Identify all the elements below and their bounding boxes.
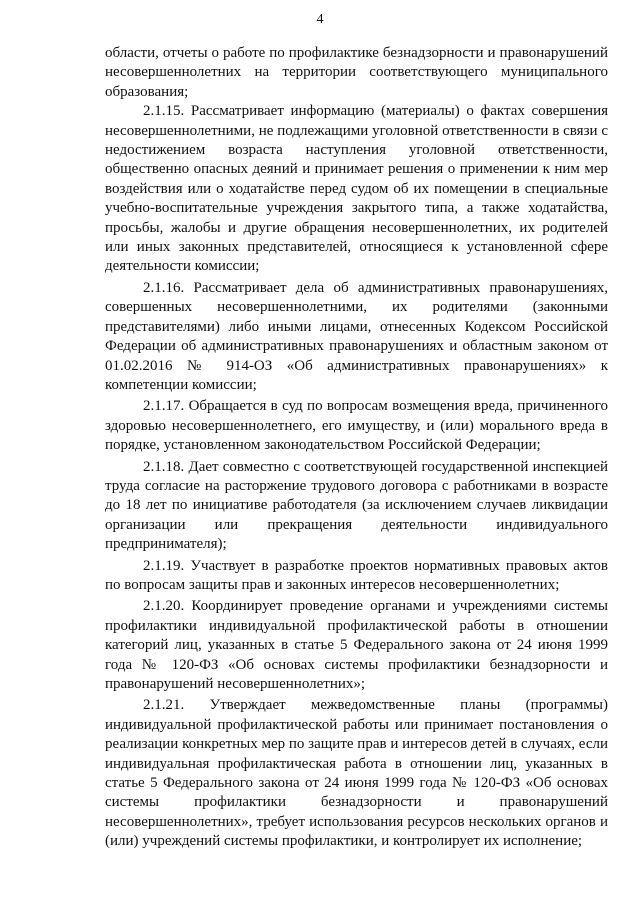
document-body xyxy=(105,44,608,852)
paragraph-clause-2-1-20: 2.1.20. Координирует проведение органами и учреждениями системы профилактики индивидуальной профилактической работы в отношении категорий лиц, указанных в статье 5 Федерального закона от 24 июня 1999 года № 120-ФЗ «Об основах системы профилактики безнадзорности и правонарушений несовершеннолетних»; xyxy=(105,598,608,692)
page-number: 4 xyxy=(316,12,324,27)
paragraph-clause-2-1-19: 2.1.19. Участвует в разработке проектов нормативных правовых актов по вопросам защиты прав и законных интересов несовершеннолетних; xyxy=(105,557,608,593)
paragraph-clause-2-1-17: 2.1.17. Обращается в суд по вопросам возмещения вреда, причиненного здоровью несовершеннолетнего, его имуществу, и (или) морального вреда в порядке, установленном законодательством Российской Федерации; xyxy=(105,398,608,454)
paragraph-clause-2-1-18: 2.1.18. Дает совместно с соответствующей государственной инспекцией труда согласие на расторжение трудового договора с работниками в возрасте до 18 лет по инициативе работодателя (за исключением случаев ликвидации организации или прекращения деятельности индивидуального предпринимателя); xyxy=(105,458,608,553)
paragraph-continuation: области, отчеты о работе по профилактике безнадзорности и правонарушений несовершеннолетних на территории соответствующего муниципального образования; xyxy=(105,45,608,100)
paragraph-clause-2-1-16: 2.1.16. Рассматривает дела об административных правонарушениях, совершенных несовершеннолетними, их родителями (законными представителями) либо иными лицами, отнесенных Кодексом Российской Федерации об административных правонарушениях и областным законом от 01.02.2016 № 914-ОЗ «Об административных правонарушениях» к компетенции комиссии; xyxy=(105,279,608,393)
paragraph-clause-2-1-21: 2.1.21. Утверждает межведомственные планы (программы) индивидуальной профилактической работы или принимает постановления о реализации конкретных мер по защите прав и интересов детей в случаях, если индивидуальная профилактическая работа в отношении лиц, указанных в статье 5 Федерального закона от 24 июня 1999 года № 120-ФЗ «Об основах системы профилактики безнадзорности и правонарушений несовершеннолетних», требует использования ресурсов нескольких органов и (или) учреждений системы профилактики, и контролирует их исполнение; xyxy=(105,697,608,850)
paragraph-clause-2-1-15: 2.1.15. Рассматривает информацию (материалы) о фактах совершения несовершеннолетними, не подлежащими уголовной ответственности в связи с недостижением возраста наступления уголовной ответственности, общественно опасных деяний и принимает решения о применении к ним мер воздействия или о ходатайстве перед судом об их помещении в специальные учебно-воспитательные учреждения закрытого типа, а также ходатайства, просьбы, жалобы и другие обращения несовершеннолетних, их родителей или иных законных представителей, относящиеся к установленной сфере деятельности комиссии; xyxy=(105,103,608,275)
